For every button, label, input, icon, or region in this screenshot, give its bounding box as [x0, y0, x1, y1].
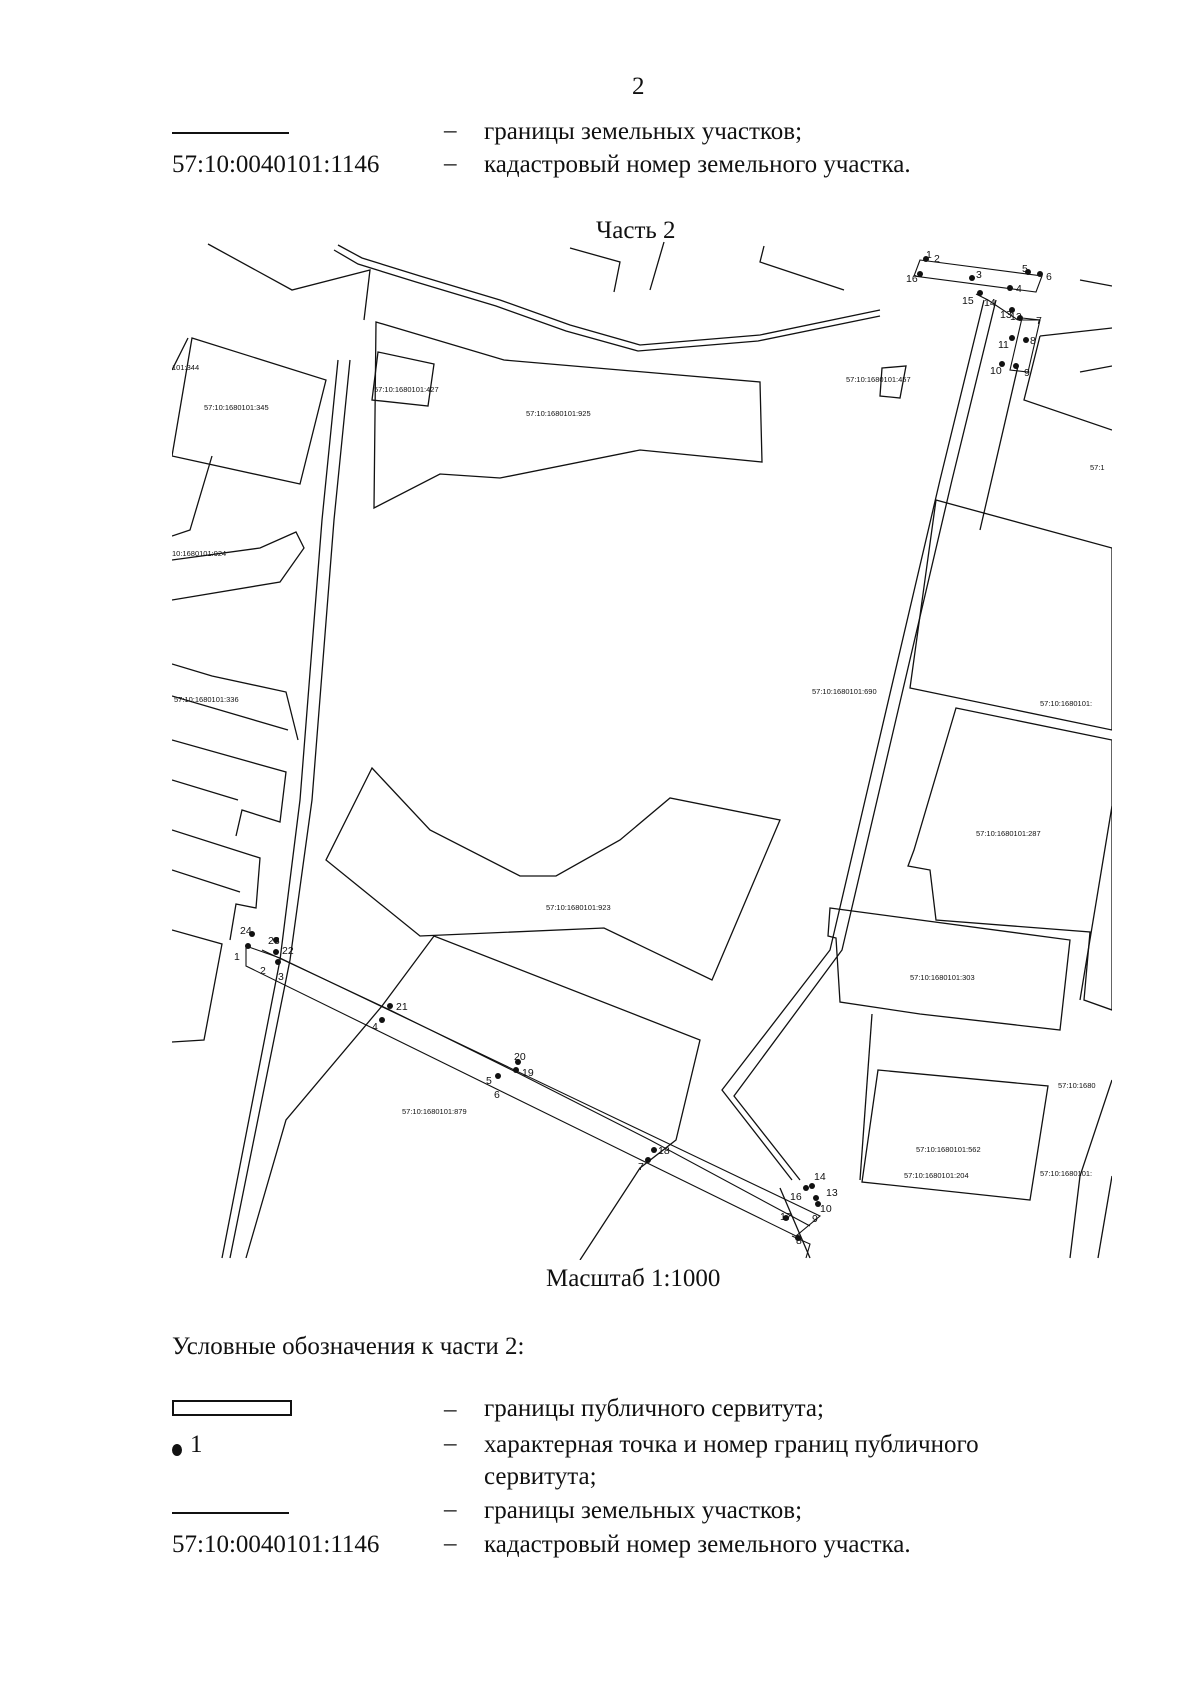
point-label: 13	[826, 1187, 838, 1199]
servitude-point	[273, 949, 279, 955]
parcel-label: 101:344	[172, 363, 200, 372]
servitude-point	[379, 1017, 385, 1023]
parcel-boundary	[1080, 366, 1112, 372]
point-label: 16	[906, 273, 918, 285]
point-label: 9	[1024, 367, 1030, 379]
parcel-boundary	[172, 930, 222, 1042]
servitude-point	[275, 959, 281, 965]
legend-text-cadastral: кадастровый номер земельного участка.	[484, 1531, 911, 1558]
point-label: 22	[282, 945, 294, 957]
servitude-point	[809, 1183, 815, 1189]
legend-line-sample	[172, 1512, 289, 1514]
servitude-point	[1037, 271, 1043, 277]
point-label: 9	[812, 1213, 818, 1225]
servitude-point	[387, 1003, 393, 1009]
parcel-boundary	[172, 740, 286, 836]
map-scale: Масштаб 1:1000	[546, 1265, 721, 1292]
servitude-point	[917, 271, 923, 277]
legend-servitude-rect-sample	[172, 1400, 292, 1416]
parcel-label: 57:10:1680101:457	[846, 375, 911, 384]
legend-line-sample-top	[172, 132, 289, 134]
parcel-boundary	[570, 248, 620, 292]
point-label: 14	[984, 297, 996, 309]
legend-dash: –	[444, 117, 457, 144]
point-label: 5	[486, 1075, 492, 1087]
servitude-point-labels-bottom	[234, 925, 838, 1247]
road-boundary	[734, 300, 996, 1180]
legend-text-servitude-borders: границы публичного сервитута;	[484, 1395, 824, 1422]
legend-title: Условные обозначения к части 2:	[172, 1333, 525, 1360]
servitude-point	[813, 1195, 819, 1201]
point-label: 2	[260, 965, 266, 977]
servitude-point	[245, 943, 251, 949]
point-label: 4	[1016, 283, 1022, 295]
parcel-label: 57:10:1680101:287	[976, 829, 1041, 838]
point-label: 4	[372, 1021, 378, 1033]
point-label: 6	[494, 1089, 500, 1101]
legend-dash: –	[444, 1396, 457, 1423]
servitude-point	[977, 290, 983, 296]
map-svg	[172, 240, 1112, 1260]
parcel-boundary	[1080, 806, 1112, 1000]
point-label: 15	[962, 295, 974, 307]
servitude-point	[969, 275, 975, 281]
legend-dash: –	[444, 1530, 457, 1557]
point-label: 24	[240, 925, 252, 937]
parcel-boundary	[1098, 1176, 1112, 1258]
parcel-690	[910, 500, 1112, 730]
parcel-boundary	[208, 244, 370, 320]
parcel-labels	[172, 363, 1105, 1180]
servitude-point	[1007, 285, 1013, 291]
servitude-point	[495, 1073, 501, 1079]
parcel-label: 57:10:1680101:303	[910, 973, 975, 982]
parcel-label: 57:10:1680	[1058, 1081, 1096, 1090]
cadastral-map	[172, 240, 1112, 1260]
parcel-boundary	[1024, 336, 1112, 430]
parcel-label: 57:10:1680101:427	[374, 385, 439, 394]
servitude-strips	[246, 260, 1042, 1258]
map-title: Часть 2	[596, 217, 676, 244]
servitude-point	[1023, 337, 1029, 343]
legend-text-point-line1: характерная точка и номер границ публичного	[484, 1431, 979, 1458]
parcel-label: 57:10:1680101:690	[812, 687, 877, 696]
servitude-point	[1013, 363, 1019, 369]
servitude-point	[803, 1185, 809, 1191]
point-label: 11	[998, 339, 1009, 351]
point-label: 5	[1022, 263, 1028, 275]
point-label: 3	[976, 269, 982, 281]
servitude-point	[645, 1157, 651, 1163]
parcel-427	[372, 352, 434, 406]
parcel-boundary	[246, 1006, 382, 1258]
point-label: 23	[268, 935, 280, 947]
point-label: 14	[814, 1171, 826, 1183]
parcel-boundary	[980, 366, 1018, 530]
parcel-boundaries	[172, 242, 1112, 1260]
parcel-label: 57:10:1680101:923	[546, 903, 611, 912]
parcel-boundary	[172, 780, 238, 800]
parcel-label: 57:10:1680101:	[1040, 1169, 1093, 1178]
parcel-label: 57:10:1680101:879	[402, 1107, 467, 1116]
point-label: 13	[1000, 309, 1012, 321]
point-label: 19	[522, 1067, 534, 1079]
legend-dash: –	[444, 1496, 457, 1523]
parcel-boundary	[172, 456, 212, 536]
point-label: 17	[780, 1211, 792, 1223]
parcel-boundary	[172, 532, 304, 600]
legend-text-cadastral-top: кадастровый номер земельного участка.	[484, 151, 911, 178]
legend-cadastral-sample-top: 57:10:0040101:1146	[172, 151, 380, 178]
page-number: 2	[632, 73, 645, 100]
road-boundary	[338, 245, 880, 345]
legend-text-parcel-borders: границы земельных участков;	[484, 1497, 803, 1524]
point-label: 6	[1046, 271, 1052, 283]
parcel-label: 10:1680101:924	[172, 549, 227, 558]
parcel-boundary	[172, 830, 260, 940]
legend-point-dot-sample	[172, 1444, 182, 1456]
parcel-label: 57:10:1680101:925	[526, 409, 591, 418]
parcel-label: 57:10:1680101:	[1040, 699, 1093, 708]
point-label: 10	[990, 365, 1002, 377]
point-label: 7	[1036, 315, 1042, 327]
point-label: 10	[820, 1203, 832, 1215]
parcel-923	[326, 768, 780, 980]
point-label: 16	[790, 1191, 802, 1203]
parcel-287	[908, 708, 1112, 1010]
servitude-point	[1009, 335, 1015, 341]
servitude-strip-bottom	[246, 946, 820, 1236]
parcel-boundary	[650, 242, 664, 290]
parcel-label: 57:10:1680101:562	[916, 1145, 981, 1154]
road-boundary	[222, 360, 338, 1258]
servitude-point	[513, 1067, 519, 1073]
parcel-label: 57:1	[1090, 463, 1105, 472]
legend-cadastral-sample: 57:10:0040101:1146	[172, 1531, 380, 1558]
legend-text-parcel-borders-top: границы земельных участков;	[484, 118, 803, 145]
point-label: 20	[514, 1051, 526, 1063]
parcel-boundary	[1080, 280, 1112, 286]
legend-dash: –	[444, 1430, 457, 1457]
legend-text-point-line2: сервитута;	[484, 1463, 597, 1490]
servitude-strip-bottom-inner	[262, 950, 810, 1226]
parcel-boundary	[760, 246, 844, 290]
point-label: 12	[1010, 311, 1022, 323]
servitude-point	[651, 1147, 657, 1153]
point-label: 8	[796, 1235, 802, 1247]
servitude-point-markers	[245, 256, 1043, 1241]
parcel-label: 57:10:1680101:204	[904, 1171, 969, 1180]
point-label: 3	[278, 971, 284, 983]
parcel-879	[382, 936, 700, 1260]
parcel-562	[862, 1070, 1048, 1200]
point-label: 18	[658, 1145, 670, 1157]
parcel-boundary	[172, 870, 240, 892]
parcel-label: 57:10:1680101:336	[174, 695, 239, 704]
parcel-303	[828, 908, 1070, 1030]
servitude-point-labels-top	[906, 249, 1052, 379]
point-label: 1	[926, 249, 932, 261]
legend-dash: –	[444, 150, 457, 177]
parcel-boundary	[1040, 328, 1112, 336]
legend-point-number-sample: 1	[190, 1431, 203, 1458]
point-label: 8	[1030, 335, 1036, 347]
point-label: 21	[396, 1001, 408, 1013]
point-label: 7	[638, 1161, 644, 1173]
point-label: 2	[934, 253, 940, 265]
parcel-label: 57:10:1680101:345	[204, 403, 269, 412]
point-label: 1	[234, 951, 240, 963]
